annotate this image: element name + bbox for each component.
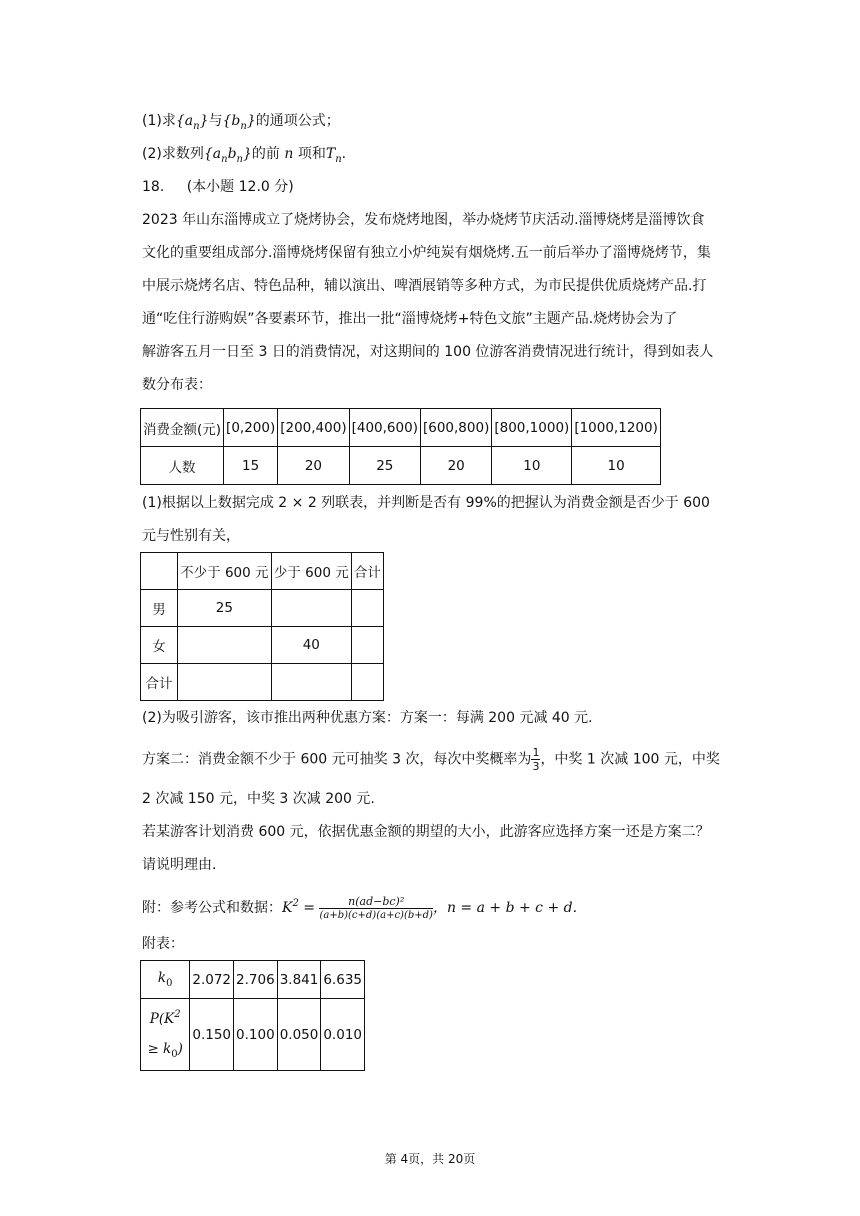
q18-part2-line-2 [142, 746, 762, 773]
contingency-cell [351, 664, 383, 701]
q17-part1-mid: 与 [208, 113, 223, 129]
dist-count-cell: 15 [224, 447, 278, 485]
distribution-count-row [141, 447, 661, 485]
q17-part2 [142, 143, 762, 171]
critical-k-row [141, 961, 365, 999]
contingency-header-cell: 合计 [351, 553, 383, 590]
critical-p-label: $P(K^2$ ≥ $k_0$) [141, 999, 190, 1071]
dist-header-cell: [200,400) [278, 409, 349, 447]
q18-part2-line-1: (2)为吸引游客，该市推出两种优惠方案：方案一：每满 200 元减 40 元. [142, 710, 593, 726]
contingency-cell [351, 590, 383, 627]
critical-k-label: $k_0$ [141, 961, 190, 999]
contingency-row-male [141, 590, 384, 627]
dist-header-cell: [1000,1200) [572, 409, 661, 447]
contingency-cell: 25 [178, 590, 272, 627]
reference-prefix: 附：参考公式和数据： [142, 900, 282, 916]
critical-p-value: 0.100 [234, 999, 278, 1071]
contingency-cell [178, 627, 272, 664]
q18-part1-line-1: (1)根据以上数据完成 2 × 2 列联表，并判断是否有 99%的把握认为消费金额是否少于 600 [142, 495, 710, 511]
formula-fraction [319, 895, 432, 922]
contingency-header-cell: 少于 600 元 [271, 553, 351, 590]
q18-header [142, 176, 762, 198]
dist-header-cell: [0,200) [224, 409, 278, 447]
q18-part2-line-5: 请说明理由. [142, 857, 217, 873]
q17-part1-prefix: (1)求 [142, 113, 176, 129]
q17-part1 [142, 110, 762, 138]
contingency-row-label: 男 [141, 590, 178, 627]
dist-header-cell: [400,600) [349, 409, 420, 447]
critical-p-value: 0.010 [321, 999, 365, 1071]
contingency-cell: 40 [271, 627, 351, 664]
dist-count-cell: 25 [349, 447, 420, 485]
critical-k-value: 2.706 [234, 961, 278, 999]
q17-part2-mid: 的前 [251, 146, 280, 162]
contingency-header-row [141, 553, 384, 590]
q17-part2-suffix: 项和 [297, 146, 326, 162]
q18-part2-line-3: 2 次减 150 元，中奖 3 次减 200 元. [142, 791, 375, 807]
critical-value-table [140, 960, 365, 1071]
seq-a: $\{a_n\}$ [175, 113, 209, 132]
contingency-row-label: 合计 [141, 664, 178, 701]
q18-para-line-1: 2023 年山东淄博成立了烧烤协会，发布烧烤地图，举办烧烤节庆活动.淄博烧烤是淄博饮食 [142, 212, 705, 228]
q18-para-line-3: 中展示烧烤名店、特色品种，辅以演出、啤酒展销等多种方式，为市民提供优质烧烤产品.打 [142, 278, 707, 294]
dist-header-cell: [800,1000) [492, 409, 572, 447]
formula-tail: ，n = a + b + c + d. [432, 900, 578, 916]
critical-p-row [141, 999, 365, 1071]
reference-formula-line: 附：参考公式和数据：$K^2$ = $\frac{\text{n(ad−bc)²}}{(a+b)(c+d)(a+c)(b+d)}$ ，n = a + b + c + d. [142, 894, 578, 921]
dist-count-cell: 人数 [141, 447, 224, 485]
contingency-cell [178, 664, 272, 701]
page-footer: 第 4页，共 20页 [384, 1152, 476, 1166]
seq-b: $\{b_n\}$ [222, 113, 256, 132]
contingency-row-label: 女 [141, 627, 178, 664]
var-tn: $T_n$ [325, 146, 342, 165]
q18-number: 18. [142, 179, 165, 195]
q18-points: (本小题 12.0 分) [186, 179, 294, 195]
distribution-table [140, 408, 661, 485]
dist-count-cell: 10 [492, 447, 572, 485]
contingency-row-female [141, 627, 384, 664]
dist-count-cell: 20 [278, 447, 349, 485]
distribution-header-row [141, 409, 661, 447]
q18-para-line-2: 文化的重要组成部分.淄博烧烤保留有独立小炉纯炭有烟烧烤.五一前后举办了淄博烧烤节，集 [142, 245, 711, 261]
formula-denominator: (a+b)(c+d)(a+c)(b+d) [319, 909, 433, 921]
formula-k: $K^2$ [282, 898, 299, 916]
contingency-table [140, 552, 384, 701]
contingency-cell [351, 627, 383, 664]
k-symbol: k [157, 970, 167, 986]
q18-part2-line-4: 若某游客计划消费 600 元，依据优惠金额的期望的大小，此游客应选择方案一还是方案二？ [142, 824, 710, 840]
critical-p-value: 0.050 [277, 999, 321, 1071]
contingency-header-cell: 不少于 600 元 [178, 553, 272, 590]
critical-k-value: 2.072 [190, 961, 234, 999]
q18-part2-line-2b: ，中奖 1 次减 100 元，中奖 [540, 751, 720, 768]
fraction-denominator: 3 [532, 760, 540, 773]
p-label-bottom: ≥ k [147, 1040, 172, 1057]
dist-header-cell: [600,800) [420, 409, 491, 447]
critical-p-value: 0.150 [190, 999, 234, 1071]
p-label-top: P(K [149, 1010, 175, 1027]
seq-ab: $\{a_nb_n\}$ [203, 146, 252, 165]
contingency-corner-cell [141, 553, 178, 590]
dist-header-cell: 消费金额(元) [141, 409, 224, 447]
dist-count-cell: 20 [420, 447, 491, 485]
q17-part2-end: . [341, 146, 347, 162]
q17-part2-prefix: (2)求数列 [142, 146, 204, 162]
q18-part2-line-2a: 方案二：消费金额不少于 600 元可抽奖 3 次，每次中奖概率为 [142, 751, 532, 768]
q18-para-line-4: 通“吃住行游购娱”各要素环节，推出一批“淄博烧烤+特色文旅”主题产品.烧烤协会为了 [142, 311, 678, 327]
dist-count-cell: 10 [572, 447, 661, 485]
contingency-cell [271, 664, 351, 701]
formula-numerator: n(ad−bc)² [319, 895, 432, 909]
appendix-label: 附表： [142, 936, 184, 952]
contingency-cell [271, 590, 351, 627]
q18-para-line-6: 数分布表： [142, 377, 212, 393]
formula-k-symbol: K [282, 900, 293, 916]
critical-k-value: 6.635 [321, 961, 365, 999]
q17-part1-suffix: 的通项公式； [255, 113, 340, 129]
fraction-numerator: 1 [532, 746, 540, 759]
q18-part1-line-2: 元与性别有关， [142, 528, 240, 544]
q18-para-line-5: 解游客五月一日至 3 日的消费情况，对这期间的 100 位游客消费情况进行统计，得到如表人 [142, 344, 714, 360]
var-n: n [284, 146, 294, 162]
critical-k-value: 3.841 [277, 961, 321, 999]
contingency-row-total [141, 664, 384, 701]
